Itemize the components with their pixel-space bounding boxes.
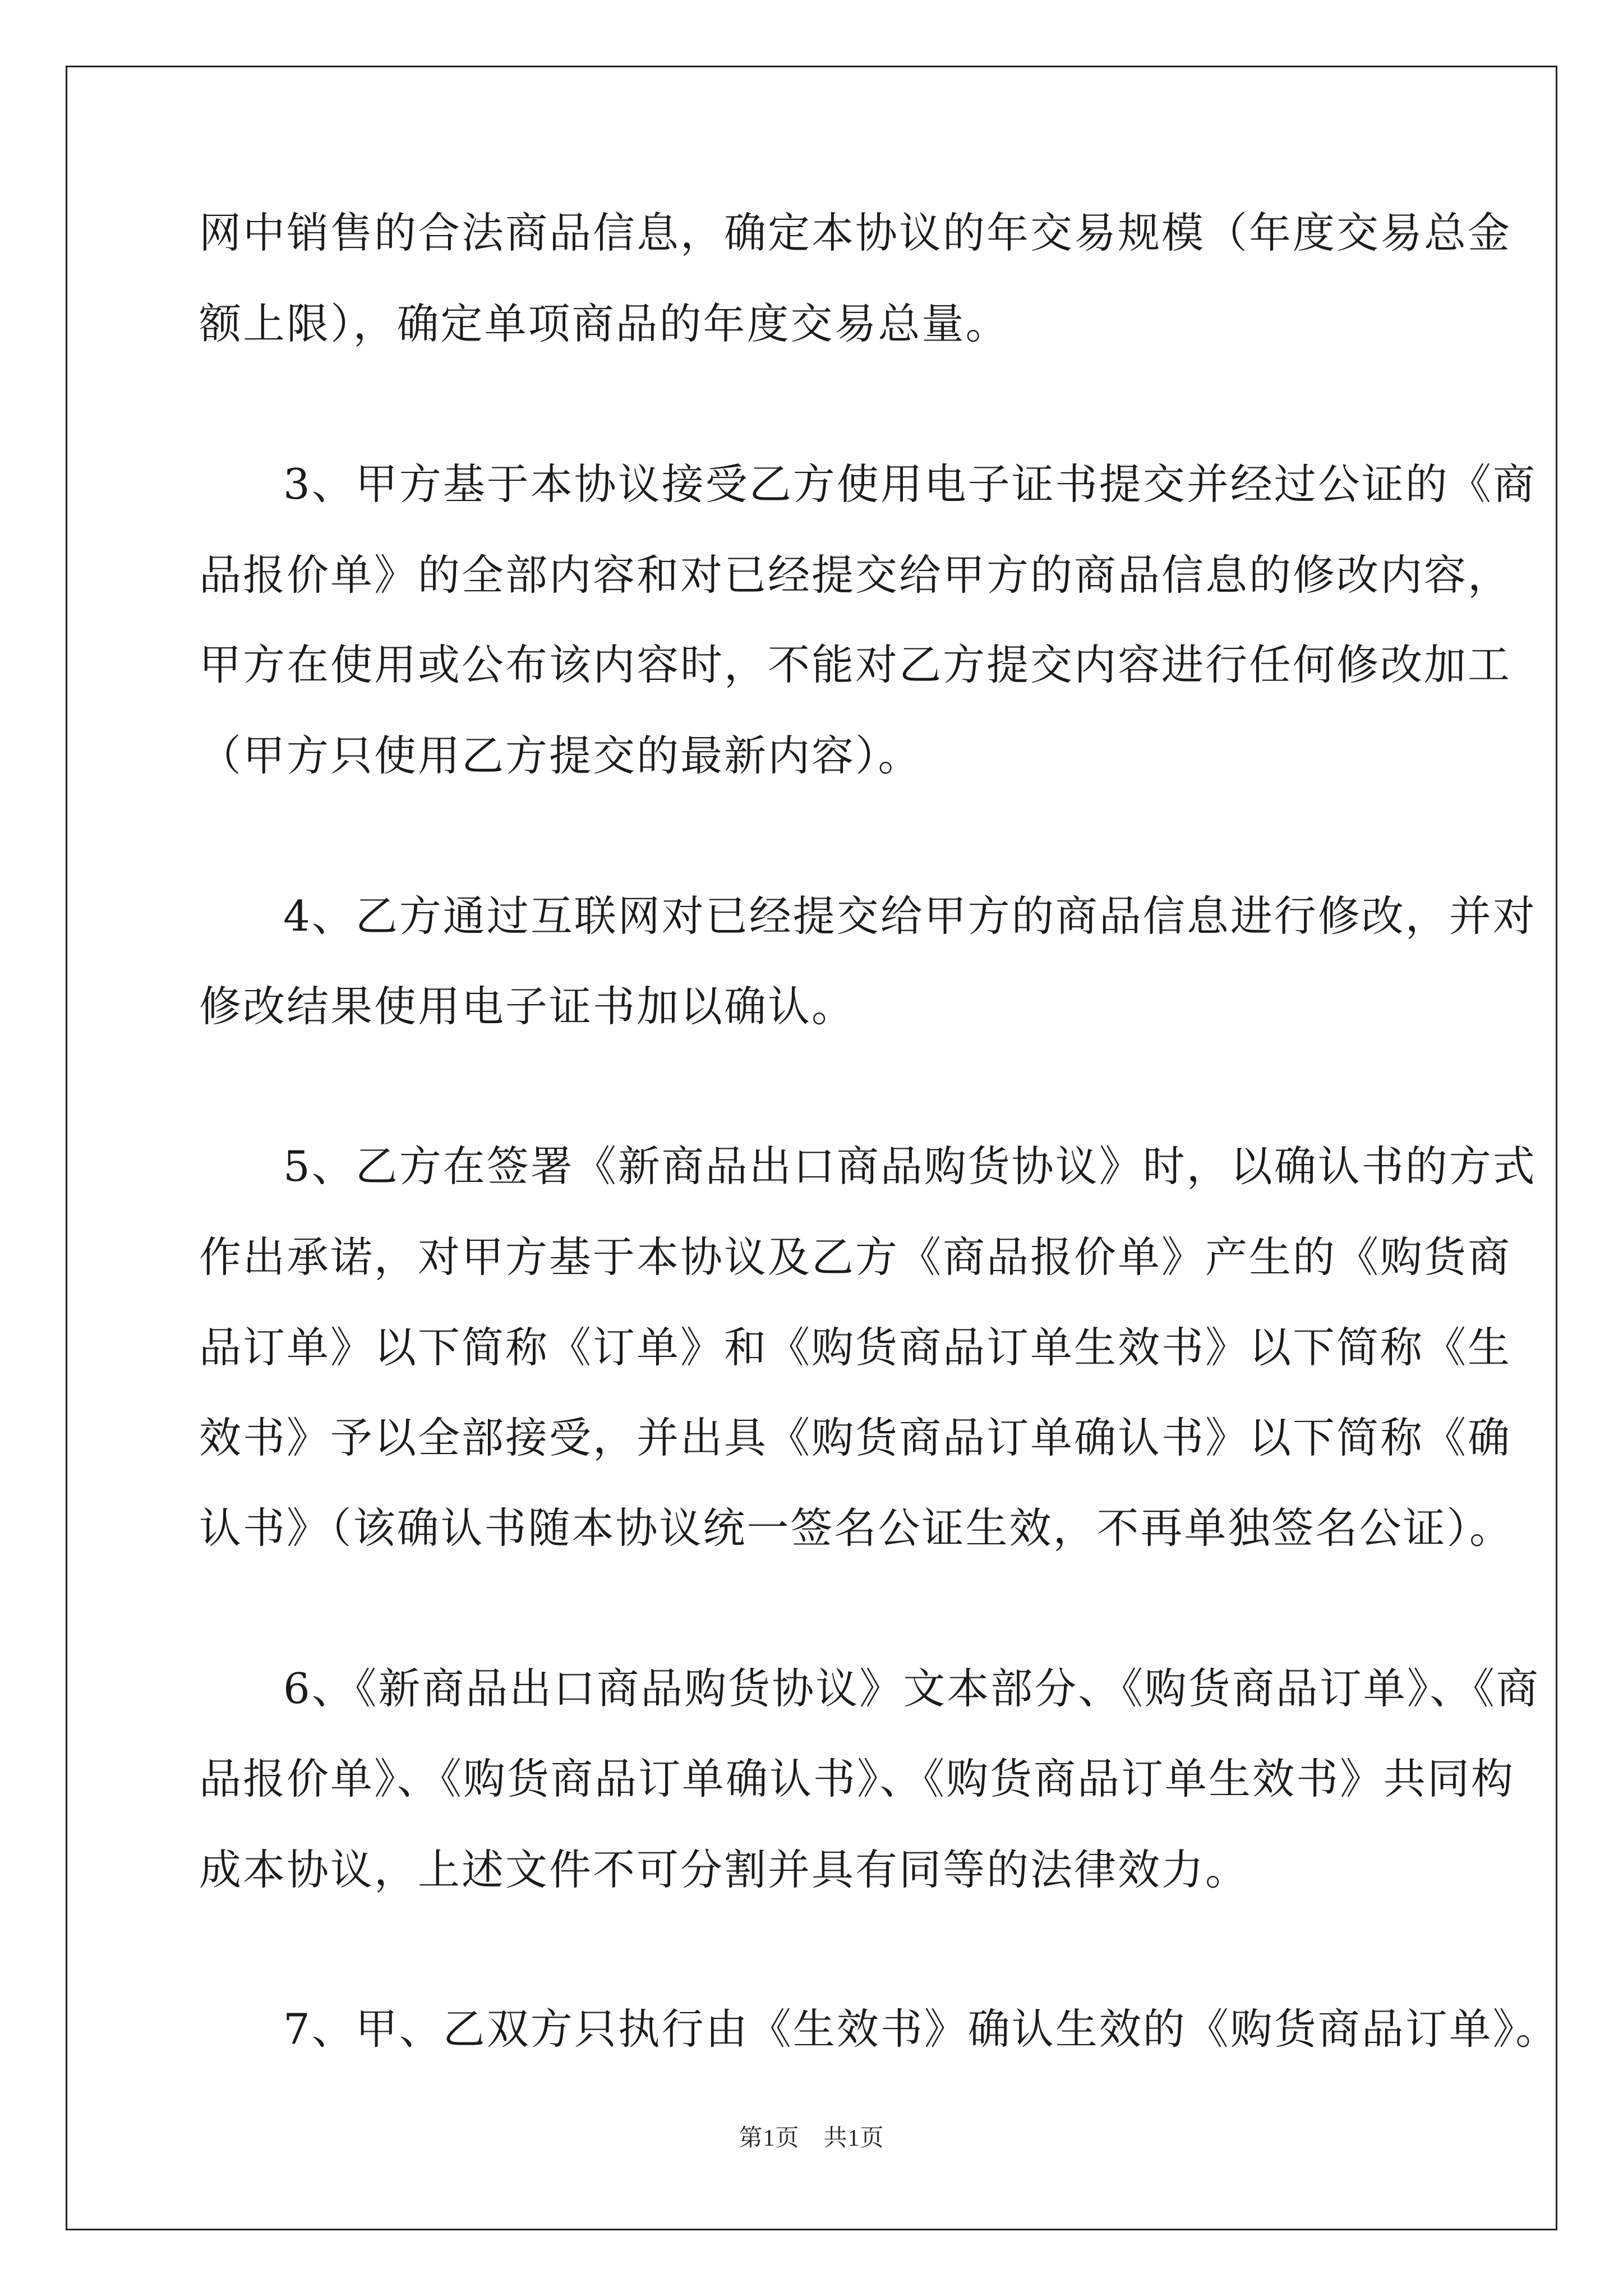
text-line: 品报价单》的全部内容和对已经提交给甲方的商品信息的修改内容， xyxy=(199,550,1512,600)
text-line: 网中销售的合法商品信息，确定本协议的年交易规模（年度交易总金 xyxy=(199,208,1512,257)
clause-6-line: 6、《新商品出口商品购货协议》文本部分、《购货商品订单》、《商 xyxy=(283,1664,1540,1713)
clause-3-line: 3、甲方基于本协议接受乙方使用电子证书提交并经过公证的《商 xyxy=(283,459,1537,509)
clause-5-line: 5、乙方在签署《新商品出口商品购货协议》时，以确认书的方式 xyxy=(283,1142,1537,1191)
text-line: 成本协议，上述文件不可分割并具有同等的法律效力。 xyxy=(199,1845,1249,1894)
clause-4-line: 4、乙方通过互联网对已经提交给甲方的商品信息进行修改，并对 xyxy=(283,891,1537,941)
text-line: 作出承诺，对甲方基于本协议及乙方《商品报价单》产生的《购货商 xyxy=(199,1232,1512,1282)
text-line: （甲方只使用乙方提交的最新内容）。 xyxy=(199,731,922,780)
text-line: 品报价单》、《购货商品订单确认书》、《购货商品订单生效书》共同构 xyxy=(199,1754,1515,1803)
text-line: 效书》予以全部接受，并出具《购货商品订单确认书》以下简称《确 xyxy=(199,1413,1512,1462)
text-line: 修改结果使用电子证书加以确认。 xyxy=(199,982,856,1031)
text-line: 额上限），确定单项商品的年度交易总量。 xyxy=(199,299,1009,348)
page-number: 第1页 共1页 xyxy=(739,2125,884,2151)
clause-7-line: 7、甲、乙双方只执行由《生效书》确认生效的《购货商品订单》。 xyxy=(283,2004,1560,2054)
text-line: 品订单》以下简称《订单》和《购货商品订单生效书》以下简称《生 xyxy=(199,1323,1512,1372)
text-line: 认书》（该确认书随本协议统一签名公证生效，不再单独签名公证）。 xyxy=(199,1503,1514,1553)
text-line: 甲方在使用或公布该内容时，不能对乙方提交内容进行任何修改加工 xyxy=(199,640,1512,689)
